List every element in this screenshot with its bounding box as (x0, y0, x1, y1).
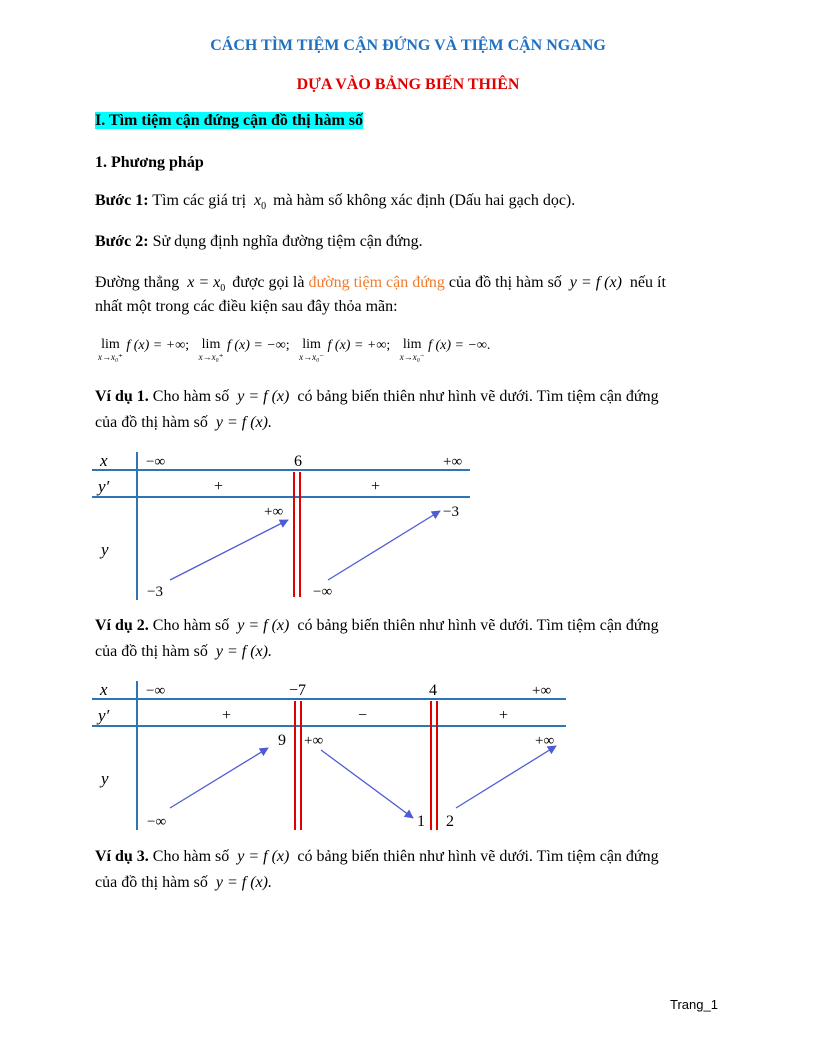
step1-text-after: mà hàm số không xác định (Dấu hai gạch dọc). (273, 192, 576, 209)
table2-arrow-1 (170, 748, 268, 808)
step2-text: Sử dụng định nghĩa đường tiệm cận đứng. (152, 233, 423, 250)
table2-y-value-1: −∞ (147, 814, 167, 830)
limit-1: lim x→x₀⁺ (98, 337, 123, 362)
table1-x-label: x (100, 451, 108, 470)
limit-3: lim x→x₀⁻ (299, 337, 325, 362)
table2-y-value-3: +∞ (304, 733, 324, 749)
table2-y-value-4: 1 (417, 813, 425, 830)
table1-sign-1: + (214, 478, 224, 495)
example1-function: y = f (x) (237, 388, 290, 405)
page-title: CÁCH TÌM TIỆM CẬN ĐỨNG VÀ TIỆM CẬN NGANG (210, 37, 606, 54)
example2-line2-text: của đồ thị hàm số (95, 643, 208, 660)
table1-y-label: y (101, 540, 109, 559)
table1-y-value-2: +∞ (264, 504, 284, 520)
table2-x-label: x (100, 680, 108, 699)
example3-function2: y = f (x). (215, 874, 272, 891)
table1-arrow-2 (328, 511, 440, 580)
method-heading: 1. Phương pháp (95, 154, 204, 171)
example3-text1: Cho hàm số (152, 848, 230, 865)
limit-4: lim x→x₀⁻ (399, 337, 425, 362)
definition-equation-sub: 0 (220, 283, 226, 295)
example3-text2: có bảng biến thiên như hình vẽ dưới. Tìm tiệm cận đứng (297, 848, 659, 865)
table1-x-value-1: −∞ (146, 454, 166, 470)
example2-label: Ví dụ 2. (95, 617, 149, 634)
example3-label: Ví dụ 3. (95, 848, 149, 865)
table1-y-value-4: −3 (443, 504, 459, 520)
limit-1-sep: ; (185, 338, 190, 353)
definition-term: đường tiệm cận đứng (308, 274, 445, 291)
step1-label: Bước 1: (95, 192, 149, 209)
table1-x-value-2: 6 (294, 453, 302, 470)
definition-part1: Đường thẳng (95, 274, 180, 291)
limit-4-sep: . (486, 338, 491, 353)
step2-label: Bước 2: (95, 233, 149, 250)
definition-equation: x = x (187, 274, 221, 291)
limit-1-expr: f (x) = +∞ (126, 338, 186, 353)
example2-text2: có bảng biến thiên như hình vẽ dưới. Tìm tiệm cận đứng (297, 617, 659, 634)
definition-line2: nhất một trong các điều kiện sau đây thỏa mãn: (95, 298, 398, 315)
step1-var-sub: 0 (261, 201, 267, 213)
table2-yprime-label: y′ (98, 706, 110, 725)
table2-y-label: y (101, 769, 109, 788)
limit-3-sep: ; (386, 338, 391, 353)
table2-x-value-3: 4 (429, 682, 437, 699)
definition-part4: nếu ít (629, 274, 666, 291)
table1-y-value-1: −3 (147, 584, 163, 600)
table2-sign-1: + (222, 707, 232, 724)
example1-function2: y = f (x). (215, 414, 272, 431)
table1-yprime-label: y′ (98, 477, 110, 496)
example1-text1: Cho hàm số (152, 388, 230, 405)
table2-x-value-1: −∞ (146, 683, 166, 699)
table2-y-value-2: 9 (278, 732, 286, 749)
table2-x-value-4: +∞ (532, 683, 552, 699)
table2-sign-2: − (358, 707, 368, 724)
limit-3-expr: f (x) = +∞ (327, 338, 387, 353)
table2-y-value-6: +∞ (535, 733, 555, 749)
limit-4-expr: f (x) = −∞ (428, 338, 487, 353)
example2-line2 (95, 642, 272, 662)
example3-line2-text: của đồ thị hàm số (95, 874, 208, 891)
table2-y-value-5: 2 (446, 813, 454, 830)
example3-line1 (95, 847, 659, 867)
page-subtitle: DỰA VÀO BẢNG BIẾN THIÊN (296, 76, 520, 93)
example2-line1 (95, 616, 659, 636)
limit-2: lim x→x₀⁺ (198, 337, 224, 362)
table1-y-value-3: −∞ (313, 584, 333, 600)
table2-sign-3: + (499, 707, 509, 724)
example1-text2: có bảng biến thiên như hình vẽ dưới. Tìm tiệm cận đứng (297, 388, 659, 405)
table1-x-value-3: +∞ (443, 454, 463, 470)
example1-line2-text: của đồ thị hàm số (95, 414, 208, 431)
step1-text: Tìm các giá trị (152, 192, 247, 209)
table1-sign-2: + (371, 478, 381, 495)
example2-function2: y = f (x). (215, 643, 272, 660)
page-number: Trang_1 (670, 997, 718, 1012)
limit-2-expr: f (x) = −∞ (226, 338, 286, 353)
table2-arrow-3 (456, 746, 556, 808)
example3-line2 (95, 873, 272, 893)
definition-function: y = f (x) (569, 274, 622, 291)
table2-x-value-2: −7 (289, 682, 307, 699)
section-heading-text: I. Tìm tiệm cận đứng cận đồ thị hàm số (95, 112, 364, 129)
table1-arrow-1 (170, 520, 288, 580)
example3-function: y = f (x) (237, 848, 290, 865)
table2-arrow-2 (321, 750, 413, 818)
example1-label: Ví dụ 1. (95, 388, 149, 405)
step1-var: x (254, 192, 262, 209)
example2-text1: Cho hàm số (152, 617, 230, 634)
example2-function: y = f (x) (237, 617, 290, 634)
limit-2-sep: ; (285, 338, 290, 353)
definition-part2: được gọi là (232, 274, 305, 291)
definition-part3: của đồ thị hàm số (448, 274, 562, 291)
